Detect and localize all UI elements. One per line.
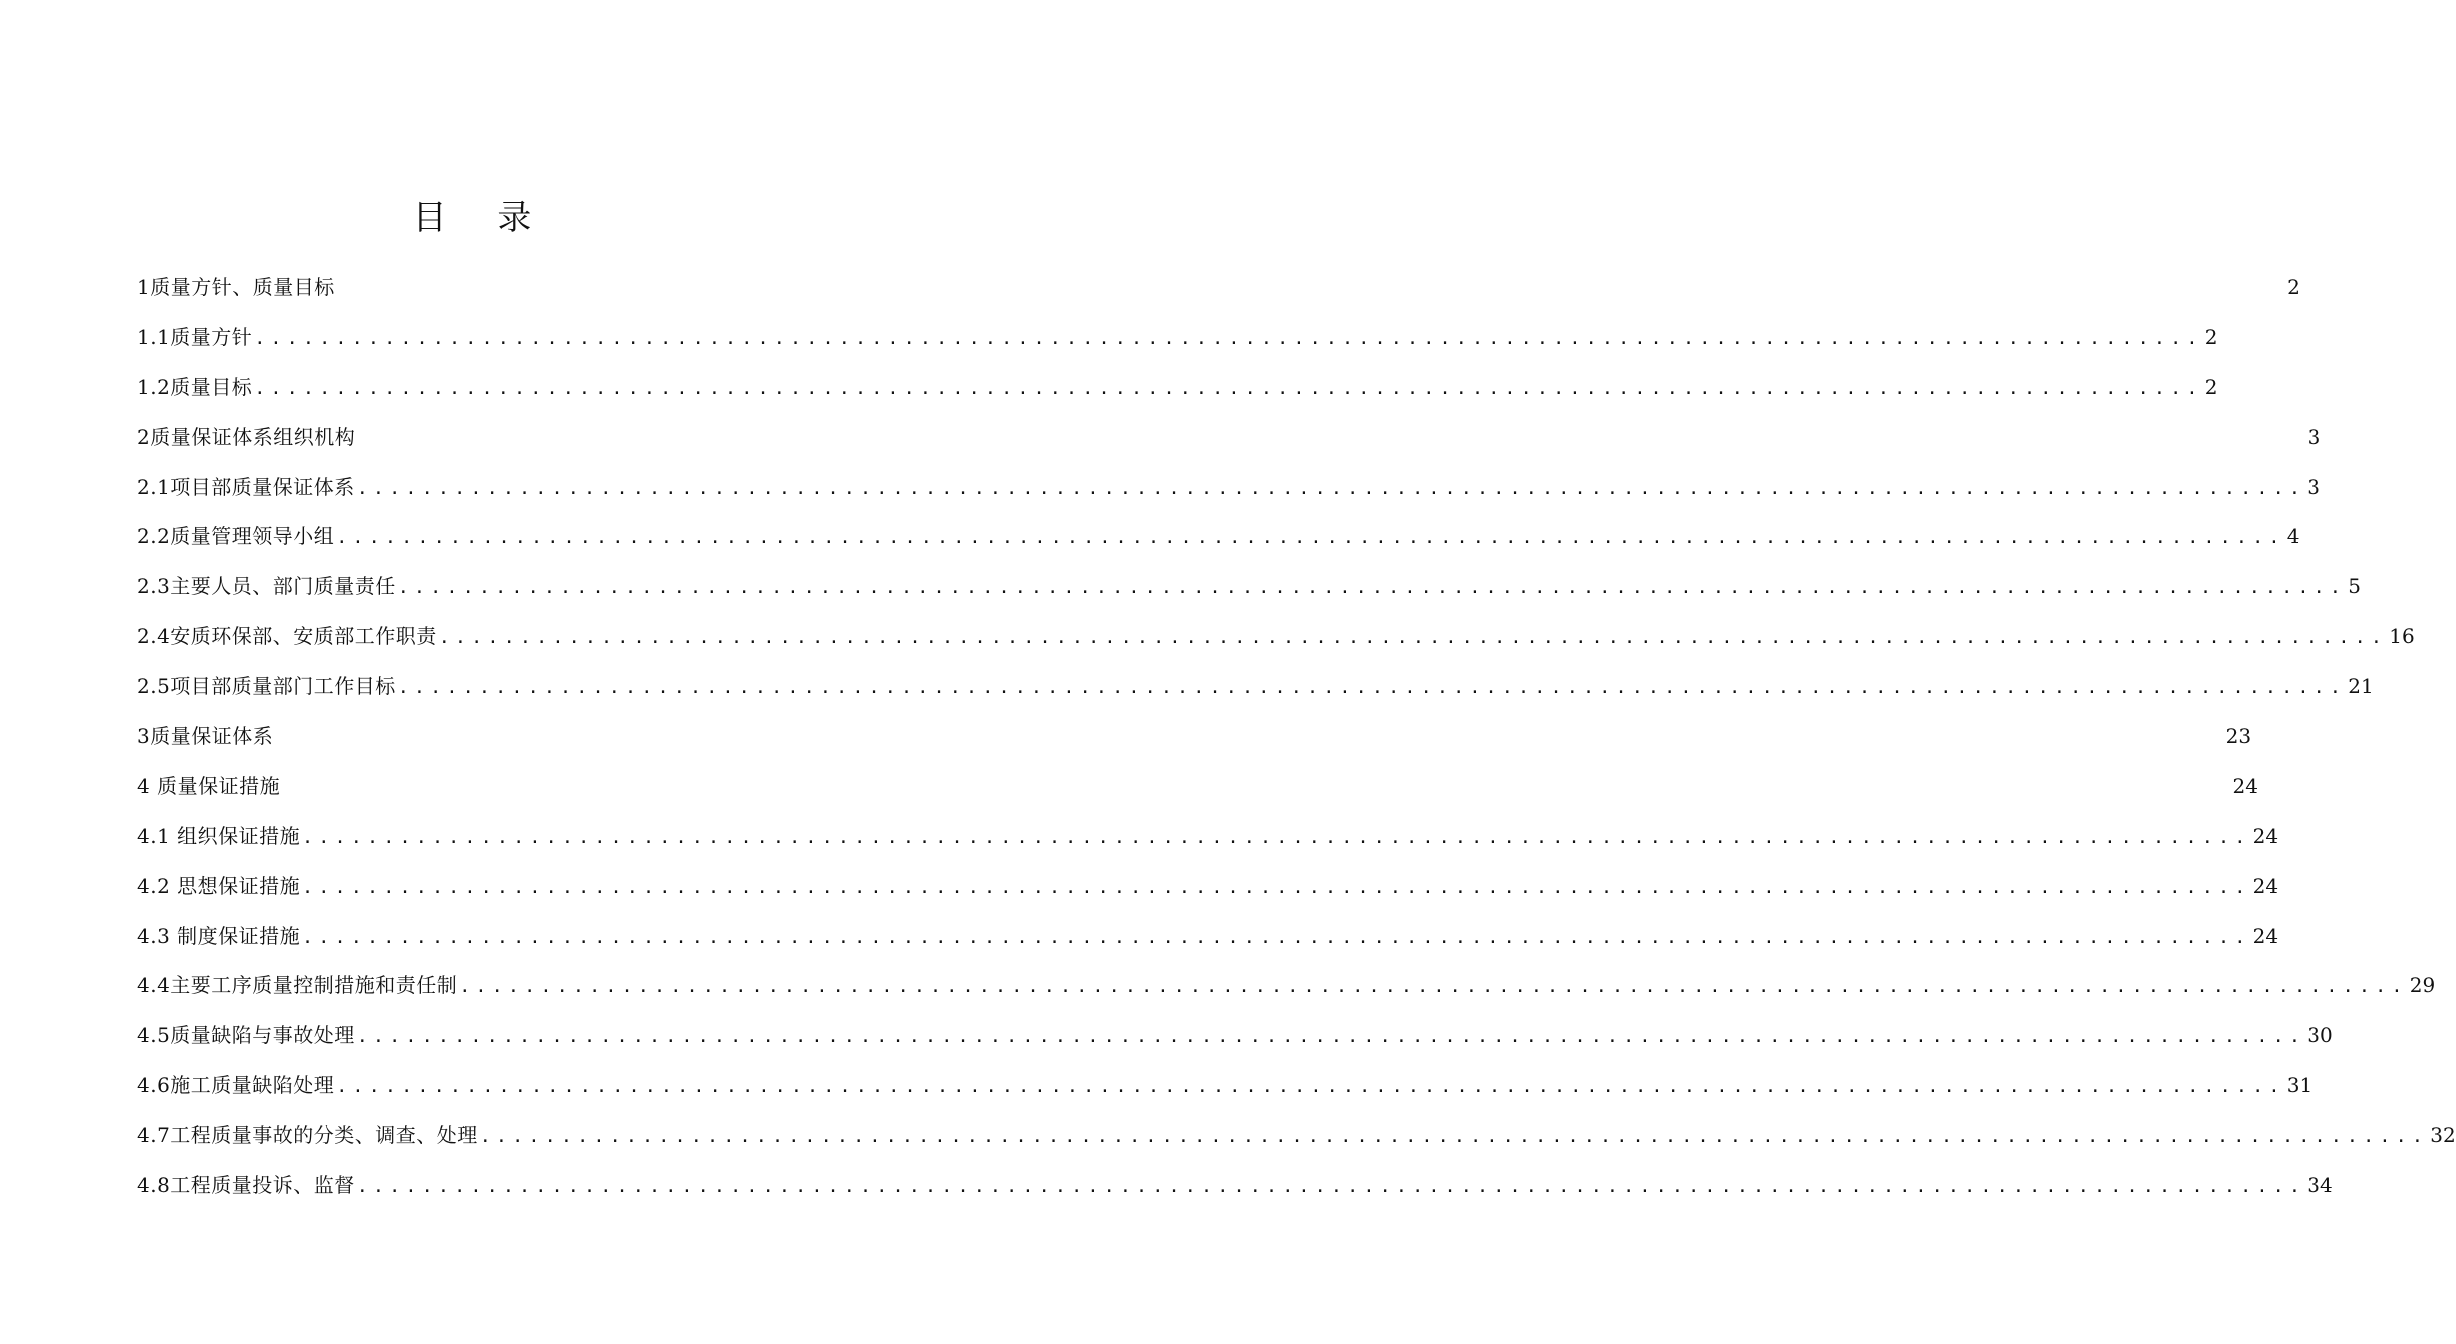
- toc-dot-leader: ........................................................................................................................: [302, 926, 2251, 948]
- toc-entry-label: 2.1项目部质量保证体系: [137, 474, 355, 499]
- toc-entry-label: 1.2质量目标: [137, 374, 253, 399]
- toc-entry[interactable]: [137, 511, 2300, 561]
- toc-entry-label: 4.7工程质量事故的分类、调查、处理: [137, 1123, 478, 1148]
- toc-entry-page-number: 24: [2252, 873, 2279, 898]
- toc-entry-page-number: 24: [2252, 823, 2279, 848]
- toc-dot-leader: ........................................................................................................................: [397, 677, 2347, 699]
- toc-entry[interactable]: [137, 761, 2258, 811]
- toc-dot-leader: ........................................................................................................................: [302, 826, 2251, 848]
- toc-entry-page-number: 24: [2232, 773, 2258, 798]
- toc-dot-leader: ........................................................................................................................: [356, 1026, 2306, 1048]
- toc-entry-label: 2质量保证体系组织机构: [137, 424, 356, 449]
- toc-entry-page-number: 23: [2225, 724, 2252, 749]
- toc-entry-page-number: 3: [2307, 424, 2321, 449]
- toc-entry[interactable]: [137, 861, 2279, 911]
- toc-entry-label: 4.2 思想保证措施: [137, 873, 301, 898]
- toc-entry-page-number: 24: [2252, 923, 2279, 948]
- toc-entry-label: 4.5质量缺陷与事故处理: [137, 1023, 355, 1048]
- toc-entry-page-number: 5: [2348, 574, 2361, 599]
- toc-entry[interactable]: [137, 561, 2361, 611]
- toc-entry-page-number: 31: [2286, 1073, 2313, 1098]
- toc-entry-label: 1.1质量方针: [137, 324, 253, 349]
- toc-dot-leader: ........................................................................................................................: [459, 976, 2408, 998]
- toc-entry-label: 4.8工程质量投诉、监督: [137, 1173, 355, 1198]
- toc-list: [137, 262, 2456, 1210]
- toc-entry[interactable]: [137, 1060, 2313, 1110]
- toc-dot-leader: ........................................................................................................................: [438, 627, 2388, 649]
- toc-entry[interactable]: [137, 611, 2415, 661]
- toc-entry-label: 3质量保证体系: [137, 724, 274, 749]
- toc-dot-leader: ........................................................................................................................: [397, 577, 2347, 599]
- toc-entry-page-number: 3: [2307, 474, 2320, 499]
- toc-entry-label: 2.3主要人员、部门质量责任: [137, 574, 396, 599]
- toc-entry-page-number: 16: [2389, 624, 2415, 649]
- toc-entry[interactable]: [137, 661, 2374, 711]
- toc-entry-label: 4 质量保证措施: [137, 773, 281, 798]
- toc-dot-leader: ........................................................................................................................: [336, 1076, 2285, 1098]
- toc-entry-label: 2.5项目部质量部门工作目标: [137, 674, 396, 699]
- toc-entry-label: 4.1 组织保证措施: [137, 823, 301, 848]
- toc-entry[interactable]: [137, 412, 2321, 462]
- toc-entry-page-number: 4: [2286, 524, 2300, 549]
- toc-dot-leader: ........................................................................................................................: [302, 876, 2251, 898]
- toc-entry[interactable]: [137, 1010, 2333, 1060]
- toc-entry[interactable]: [137, 1160, 2333, 1210]
- toc-dot-leader: ........................................................................................................................: [479, 1126, 2429, 1148]
- toc-entry-page-number: 34: [2307, 1173, 2333, 1198]
- toc-entry[interactable]: [137, 1110, 2456, 1160]
- toc-entry-page-number: 2: [2204, 374, 2218, 399]
- toc-dot-leader: ........................................................................................................................: [254, 377, 2203, 399]
- toc-entry-page-number: 2: [2287, 275, 2300, 299]
- toc-entry-label: 1质量方针、质量目标: [137, 275, 335, 299]
- toc-entry-page-number: 30: [2307, 1023, 2333, 1048]
- toc-entry-page-number: 32: [2430, 1123, 2456, 1148]
- toc-entry[interactable]: [137, 312, 2218, 362]
- toc-entry-page-number: 29: [2409, 973, 2436, 998]
- toc-dot-leader: ........................................................................................................................: [356, 1176, 2306, 1198]
- toc-entry-label: 2.2质量管理领导小组: [137, 524, 335, 549]
- toc-entry-label: 4.6施工质量缺陷处理: [137, 1073, 335, 1098]
- toc-entry[interactable]: [137, 911, 2279, 961]
- toc-dot-leader: ........................................................................................................................: [356, 477, 2306, 499]
- toc-entry-label: 4.4主要工序质量控制措施和责任制: [137, 973, 458, 998]
- toc-dot-leader: ........................................................................................................................: [254, 327, 2203, 349]
- toc-title: 目 录: [412, 198, 552, 238]
- toc-entry-page-number: 21: [2348, 674, 2374, 699]
- toc-entry[interactable]: [137, 960, 2436, 1010]
- toc-entry[interactable]: [137, 711, 2252, 761]
- toc-entry[interactable]: [137, 262, 2300, 312]
- toc-entry-page-number: 2: [2204, 324, 2218, 349]
- toc-entry[interactable]: [137, 462, 2320, 512]
- toc-entry[interactable]: [137, 362, 2218, 412]
- toc-entry-label: 2.4安质环保部、安质部工作职责: [137, 624, 437, 649]
- toc-dot-leader: ........................................................................................................................: [336, 527, 2285, 549]
- toc-entry-label: 4.3 制度保证措施: [137, 923, 301, 948]
- toc-entry[interactable]: [137, 811, 2279, 861]
